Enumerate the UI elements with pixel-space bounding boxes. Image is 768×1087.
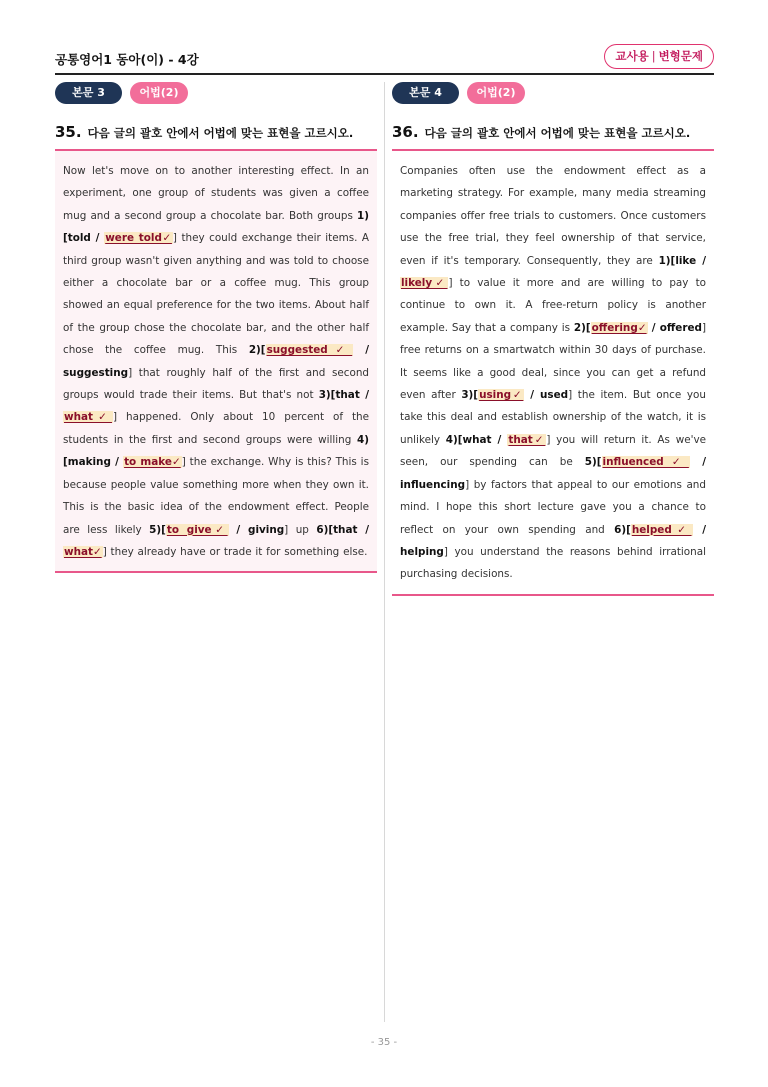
badge-right: 변형문제 <box>658 49 703 63</box>
correct-answer: influenced✓ <box>602 456 689 469</box>
correct-answer: what✓ <box>64 411 112 424</box>
passage-segment: you understand the reasons behind irrational purchasing decisions. <box>400 545 706 581</box>
passage-tag: 본문 3 <box>55 82 122 104</box>
passage-tag: 본문 4 <box>392 82 459 104</box>
question-text: 다음 글의 괄호 안에서 어법에 맞는 표현을 고르시오. <box>87 126 354 140</box>
question-35-column <box>55 82 377 573</box>
choice-option: giving <box>248 523 285 536</box>
correct-answer: what✓ <box>64 545 102 558</box>
choice-separator: / <box>357 523 370 536</box>
passage-segment: that roughly half of the first and second groups would trade their items. But that's not <box>63 366 369 402</box>
choice-option: that <box>333 523 358 536</box>
choice-option: making <box>67 456 111 469</box>
bracket-close: ] <box>172 232 177 245</box>
blank-number: 1)[ <box>658 254 676 267</box>
passage-segment: they already have or trade it for something else. <box>106 545 368 558</box>
bracket-close: ] <box>102 545 107 558</box>
blank-number: 6)[ <box>316 523 334 536</box>
bracket-close: ] <box>546 433 551 446</box>
blank-number: 6)[ <box>614 523 631 536</box>
question-36-column <box>392 82 714 596</box>
choice-separator: / <box>353 344 369 357</box>
passage-text <box>63 160 369 563</box>
passage-segment: up <box>288 523 317 536</box>
header-rule <box>55 73 714 75</box>
correct-answer: were told✓ <box>105 232 172 245</box>
question-35-prompt <box>55 123 377 141</box>
question-36-tags <box>392 82 714 104</box>
blank-number: 1)[ <box>63 209 369 245</box>
blank-number: 5)[ <box>149 523 166 536</box>
choice-separator: / <box>110 456 124 469</box>
correct-answer: that✓ <box>508 433 546 446</box>
blank-number: 5)[ <box>584 456 602 469</box>
badge-separator: | <box>651 49 656 63</box>
passage-segment: free returns on a smartwatch within 30 days of purchase. It seems like a good deal, since you can get a refund even after <box>400 344 706 402</box>
passage-segment: by factors that appeal to our emotions and mind. I hope this short lecture gave you a chance to reflect on your own spending and <box>400 478 706 536</box>
choice-option: used <box>540 389 569 402</box>
bracket-close: ] <box>284 523 289 536</box>
choice-separator: / <box>647 321 660 334</box>
question-number: 35. <box>55 123 82 141</box>
bracket-close: ] <box>181 456 186 469</box>
choice-separator: / <box>228 523 248 536</box>
correct-answer: offering✓ <box>591 321 647 334</box>
bracket-close: ] <box>112 411 118 424</box>
choice-option: helping <box>400 545 444 558</box>
choice-option: that <box>335 389 360 402</box>
choice-option: influencing <box>400 478 466 491</box>
correct-answer: likely✓ <box>401 277 448 290</box>
type-tag: 어법(2) <box>130 82 188 104</box>
blank-number: 4)[ <box>445 433 463 446</box>
blank-number: 4)[ <box>63 433 369 469</box>
bracket-close: ] <box>448 277 453 290</box>
choice-option: offered <box>659 321 702 334</box>
bracket-close: ] <box>465 478 470 491</box>
choice-separator: / <box>696 254 706 267</box>
passage-text <box>400 160 706 586</box>
badge-left: 교사용 <box>615 49 649 63</box>
blank-number: 2)[ <box>248 344 266 357</box>
correct-answer: suggested✓ <box>266 344 353 357</box>
passage-segment: the exchange. Why is this? This is because people value something more when they own it. This is the basic idea of the endowment effect. People are less likely <box>63 456 369 536</box>
passage-box <box>55 149 377 573</box>
choice-separator: / <box>692 523 706 536</box>
passage-segment: to value it more and are willing to pay to continue to own it. A free-return policy is another example. Say that a company is <box>400 277 706 334</box>
choice-option: told <box>67 232 91 245</box>
passage-segment: they could exchange their items. A third group wasn't given anything and was told to choose either a chocolate bar or a coffee mug. This group showed an equal preference for the two items. About half of the group chose the chocolate bar, and the other half chose the coffee mug. This <box>63 232 369 357</box>
question-36-prompt <box>392 123 714 141</box>
page-title: 공통영어1 동아(이) - 4강 <box>55 52 199 67</box>
passage-segment: happened. Only about 10 percent of the students in the first and second groups were willing <box>63 411 369 446</box>
passage-box <box>392 149 714 596</box>
passage-segment: the item. But once you take this deal and establish ownership of the watch, it is unlikely <box>400 389 706 446</box>
choice-option: suggesting <box>63 366 129 379</box>
choice-separator: / <box>90 232 105 245</box>
correct-answer: to make✓ <box>124 456 181 469</box>
teacher-badge <box>604 44 714 69</box>
blank-number: 3)[ <box>461 389 479 402</box>
bracket-close: ] <box>128 366 133 379</box>
question-text: 다음 글의 괄호 안에서 어법에 맞는 표현을 고르시오. <box>424 126 691 140</box>
choice-separator: / <box>359 389 370 402</box>
question-number: 36. <box>392 123 419 141</box>
column-divider <box>384 82 385 1022</box>
passage-segment: you will return it. As we've seen, our spending can be <box>400 433 706 469</box>
bracket-close: ] <box>701 321 706 334</box>
correct-answer: using✓ <box>479 389 524 402</box>
type-tag: 어법(2) <box>467 82 525 104</box>
page-number: - 35 - <box>370 1037 398 1048</box>
choice-separator: / <box>491 433 508 446</box>
choice-option: what <box>462 433 492 446</box>
correct-answer: to give✓ <box>166 523 228 536</box>
blank-number: 3)[ <box>318 389 336 402</box>
question-35-tags <box>55 82 377 104</box>
choice-separator: / <box>524 389 541 402</box>
bracket-close: ] <box>568 389 573 402</box>
choice-option: like <box>675 254 697 267</box>
passage-segment: Companies often use the endowment effect as a marketing strategy. For example, many media streaming companies offer free trials to customers. Once customers use the free trial, they feel ownership of that service, even if it's temporary. Consequently, they are <box>400 165 706 267</box>
bracket-close: ] <box>443 545 448 558</box>
page-header <box>55 44 714 75</box>
choice-separator: / <box>689 456 707 469</box>
correct-answer: helped✓ <box>631 523 692 536</box>
passage-segment: Now let's move on to another interesting effect. In an experiment, one group of students was given a coffee mug and a second group a chocolate bar. Both groups <box>63 165 369 222</box>
blank-number: 2)[ <box>573 321 591 334</box>
